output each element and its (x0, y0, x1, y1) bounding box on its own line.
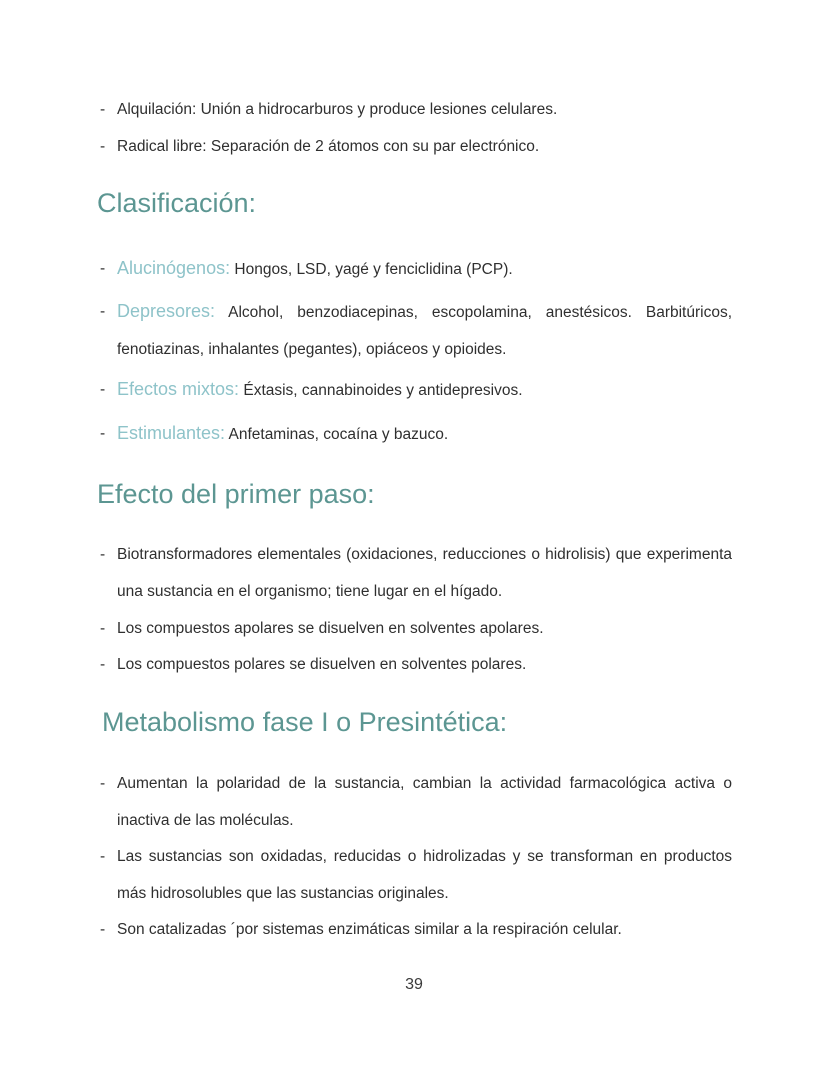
list-item-text: Son catalizadas ´por sistemas enzimáticas similar a la respiración celular. (117, 921, 622, 938)
list-item (100, 91, 732, 128)
page-number: 39 (405, 976, 423, 993)
list-item-text: Éxtasis, cannabinoides y antidepresivos. (239, 382, 523, 399)
list-item-text: Alquilación: Unión a hidrocarburos y produce lesiones celulares. (117, 101, 558, 118)
list-item (100, 250, 732, 288)
bullet-dash: - (100, 848, 106, 865)
bullet-dash: - (100, 101, 106, 118)
list-item (100, 610, 732, 647)
list-item (100, 128, 732, 165)
list-item-text: Hongos, LSD, yagé y fenciclidina (PCP). (230, 261, 513, 278)
list-item-text: Los compuestos polares se disuelven en solventes polares. (117, 656, 527, 673)
list-item-text: Las sustancias son oxidadas, reducidas o hidrolizadas y se transforman en productos más hidrosolubles que las sustancias originales. (117, 848, 732, 902)
list-item-text: Biotransformadores elementales (oxidaciones, reducciones o hidrolisis) que experimenta una sustancia en el organismo; tiene lugar en el hígado. (117, 546, 732, 600)
bullet-dash: - (100, 620, 106, 637)
list-item-text: Los compuestos apolares se disuelven en solventes apolares. (117, 620, 544, 637)
section-heading-clasificacion: Clasificación: (97, 188, 257, 218)
bullet-dash: - (100, 381, 106, 398)
list-item (100, 415, 732, 453)
term-label: Efectos mixtos: (117, 379, 240, 399)
list-item-text: Anfetaminas, cocaína y bazuco. (225, 426, 449, 443)
list-item (100, 646, 732, 683)
section-heading-primer-paso: Efecto del primer paso: (97, 479, 375, 509)
bullet-dash: - (100, 303, 106, 320)
bullet-dash: - (100, 775, 106, 792)
list-item (100, 293, 732, 368)
bullet-dash: - (100, 546, 106, 563)
bullet-dash: - (100, 656, 106, 673)
term-label: Estimulantes: (117, 423, 226, 443)
list-item-text: Alcohol, benzodiacepinas, escopolamina, anestésicos. Barbitúricos, fenotiazinas, inhalantes (pegantes), opiáceos y opioides. (117, 304, 732, 358)
bullet-dash: - (100, 921, 106, 938)
section-heading-metabolismo: Metabolismo fase I o Presintética: (102, 707, 508, 737)
list-item-text: Radical libre: Separación de 2 átomos con su par electrónico. (117, 138, 540, 155)
bullet-dash: - (100, 425, 106, 442)
list-item (100, 911, 732, 948)
list-item (100, 838, 732, 912)
term-label: Alucinógenos: (117, 258, 231, 278)
term-label: Depresores: (117, 301, 216, 321)
list-item-text: Aumentan la polaridad de la sustancia, cambian la actividad farmacológica activa o inactiva de las moléculas. (117, 775, 732, 829)
list-item (100, 765, 732, 839)
list-item (100, 371, 732, 409)
bullet-dash: - (100, 138, 106, 155)
list-item (100, 536, 732, 610)
bullet-dash: - (100, 260, 106, 277)
